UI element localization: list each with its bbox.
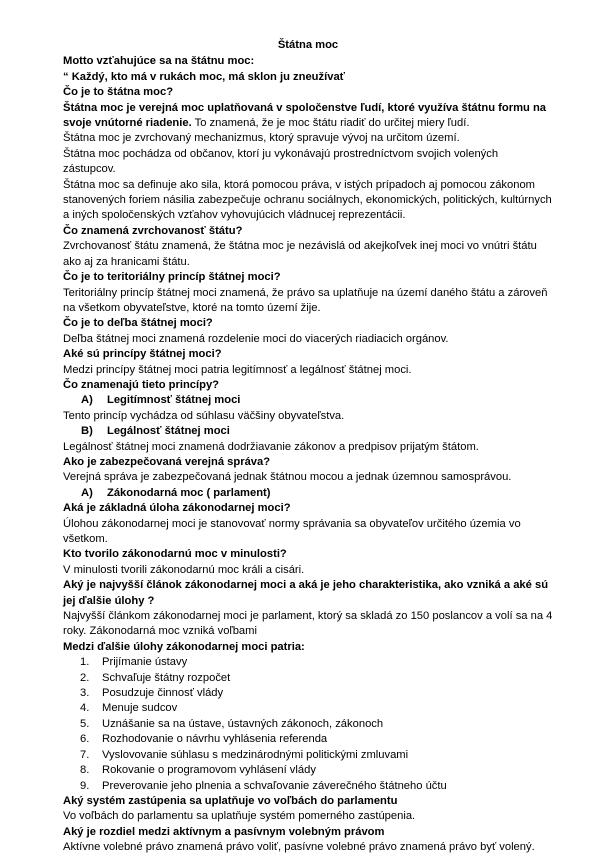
subsection-title: Legitímnosť štátnej moci xyxy=(107,394,241,407)
section-heading: Čo znamenajú tieto princípy? xyxy=(63,378,220,391)
list-item xyxy=(63,779,553,794)
paragraph xyxy=(63,101,553,132)
list-item xyxy=(63,717,553,732)
paragraph: Medzi princípy štátnej moci patria legitímnosť a legálnosť štátnej moci. xyxy=(63,363,412,376)
list-item-text: Posudzuje činnosť vlády xyxy=(102,687,224,700)
list-item-text: Uznášanie sa na ústave, ústavných zákonoch, zákonoch xyxy=(102,717,384,730)
section-heading: Čo je to deľba štátnej moci? xyxy=(63,317,213,330)
paragraph: Štátna moc pochádza od občanov, ktorí ju vykonávajú prostredníctvom svojich volených zástupcov. xyxy=(63,147,499,176)
list-item-number: 1. xyxy=(80,656,90,669)
list-item-text: Rokovanie o programovom vyhlásení vlády xyxy=(102,764,316,777)
paragraph: Štátna moc sa definuje ako sila, ktorá pomocou práva, v istých prípadoch aj pomocou zákonom stanovených foriem násilia zabezpečuje ochranu sociálnych, ekonomických, politických, kultúrnych a iných spoločenských vzťahov vyhovujúcich vládnucej reprezentácii. xyxy=(63,178,552,222)
paragraph: Teritoriálny princíp štátnej moci znamená, že právo sa uplatňuje na území daného štátu a zároveň na všetkom obyvateľstve, ktoré na tomto území žije. xyxy=(63,286,548,314)
list-item-number: 9. xyxy=(80,779,90,792)
list-item-text: Menuje sudcov xyxy=(102,702,178,715)
subsection-marker: A) xyxy=(81,486,93,499)
paragraph: Legálnosť štátnej moci znamená dodržiavanie zákonov a predpisov prijatým štátom. xyxy=(63,440,479,453)
section-heading: Ako je zabezpečovaná verejná správa? xyxy=(63,455,271,468)
paragraph: Úlohou zákonodarnej moci je stanovovať normy správania sa obyvateľov určitého územia vo všetkom. xyxy=(63,517,521,545)
paragraph: Štátna moc je zvrchovaný mechanizmus, ktorý spravuje vývoj na určitom území. xyxy=(63,132,460,145)
list-item xyxy=(63,671,553,686)
subsection-title: Zákonodarná moc ( parlament) xyxy=(107,486,271,499)
list-item-number: 2. xyxy=(80,671,90,684)
paragraph: Tento princíp vychádza od súhlasu väčšiny obyvateľstva. xyxy=(63,409,345,422)
list-item-text: Schvaľuje štátny rozpočet xyxy=(102,671,231,684)
section-heading: Aká je základná úloha zákonodarnej moci? xyxy=(63,502,291,515)
document-body xyxy=(63,54,553,855)
list-item-text: Vyslovovanie súhlasu s medzinárodnými politickými zmluvami xyxy=(102,748,409,761)
paragraph: Verejná správa je zabezpečovaná jednak štátnou mocou a jednak územnou samosprávou. xyxy=(63,471,512,484)
paragraph: V minulosti tvorili zákonodarnú moc králi a cisári. xyxy=(63,563,305,576)
section-heading: Aké sú princípy štátnej moci? xyxy=(63,348,222,361)
paragraph-text: To znamená, že je moc štátu riadiť do určitej miery ľudí. xyxy=(191,117,470,130)
paragraph: Vo voľbách do parlamentu sa uplatňuje systém pomerného zastúpenia. xyxy=(63,810,416,823)
list-item-number: 7. xyxy=(80,748,90,761)
document-title: Štátna moc xyxy=(277,39,339,51)
list-item xyxy=(63,732,553,747)
paragraph-bold-lead: Štátna moc je verejná moc uplatňovaná v spoločenstve ľudí, ktoré využíva štátnu formu na svoje vnútorné riadenie. xyxy=(63,101,547,130)
section-heading: Medzi ďalšie úlohy zákonodarnej moci patria: xyxy=(63,640,305,653)
section-heading: Čo je to štátna moc? xyxy=(63,86,174,99)
paragraph: Aktívne volebné právo znamená právo voliť, pasívne volebné právo znamená právo byť volený. xyxy=(63,841,535,854)
numbered-list xyxy=(63,655,553,794)
list-item-text: Prijímanie ústavy xyxy=(102,656,188,669)
subsection-heading xyxy=(63,393,553,408)
paragraph: Najvyšší článkom zákonodarnej moci je parlament, ktorý sa skladá zo 150 poslancov a volí sa na 4 roky. Zákonodarná moc vzniká voľbami xyxy=(63,610,553,638)
list-item-number: 8. xyxy=(80,764,90,777)
list-item-text: Preverovanie jeho plnenia a schvaľovanie záverečného štátneho účtu xyxy=(102,779,447,792)
list-item xyxy=(63,701,553,716)
section-heading: Čo je to teritoriálny princíp štátnej moci? xyxy=(63,271,281,284)
subsection-marker: B) xyxy=(81,425,93,438)
subsection-marker: A) xyxy=(81,394,93,407)
section-heading: Kto tvorilo zákonodarnú moc v minulosti? xyxy=(63,548,287,561)
list-item xyxy=(63,686,553,701)
list-item xyxy=(63,655,553,670)
list-item-number: 3. xyxy=(80,687,90,700)
list-item-number: 4. xyxy=(80,702,90,715)
section-heading: Aký je najvyšší článok zákonodarnej moci a aká je jeho charakteristika, ako vzniká a aké sú jej ďalšie úlohy ? xyxy=(63,579,549,607)
subsection-heading xyxy=(63,486,553,501)
section-heading: Čo znamená zvrchovanosť štátu? xyxy=(63,224,243,237)
section-heading: “ Každý, kto má v rukách moc, má sklon ju zneužívať xyxy=(63,70,346,83)
list-item xyxy=(63,763,553,778)
document-page xyxy=(63,38,553,856)
subsection-heading xyxy=(63,424,553,439)
paragraph: Deľba štátnej moci znamená rozdelenie moci do viacerých riadiacich orgánov. xyxy=(63,332,449,345)
subsection-title: Legálnosť štátnej moci xyxy=(107,425,230,438)
section-heading: Aký je rozdiel medzi aktívnym a pasívnym volebným právom xyxy=(63,825,385,838)
section-heading: Motto vzťahujúce sa na štátnu moc: xyxy=(63,55,255,68)
list-item-number: 5. xyxy=(80,717,90,730)
list-item xyxy=(63,748,553,763)
paragraph: Zvrchovanosť štátu znamená, že štátna moc je nezávislá od akejkoľvek inej moci vo vnútri štátu ako aj za hranicami štátu. xyxy=(63,240,537,268)
section-heading: Aký systém zastúpenia sa uplatňuje vo voľbách do parlamentu xyxy=(63,794,398,807)
list-item-number: 6. xyxy=(80,733,90,746)
list-item-text: Rozhodovanie o návrhu vyhlásenia referenda xyxy=(102,733,328,746)
